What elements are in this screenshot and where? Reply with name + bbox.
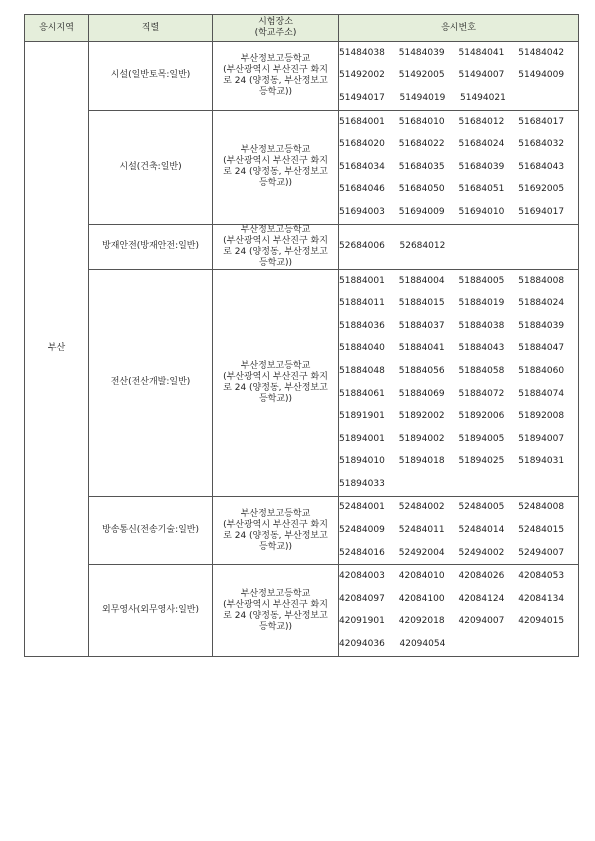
venue-line: (부산광역시 부산진구 화지: [223, 371, 328, 382]
venue-line: (부산광역시 부산진구 화지: [223, 64, 328, 75]
venue-line: 로 24 (양정동, 부산정보고: [223, 246, 328, 257]
number-row: [339, 111, 578, 134]
numbers-cell: [339, 565, 579, 656]
exam-number: 51684010: [398, 116, 445, 127]
exam-number: 42084010: [398, 571, 445, 582]
exam-number: 42091901: [339, 616, 385, 627]
table-row: [25, 110, 579, 224]
venue-line: 부산정보고등학교: [240, 360, 311, 371]
number-row: [339, 383, 578, 406]
header-venue: [213, 15, 339, 42]
exam-number: 42094007: [458, 616, 505, 627]
number-row: [339, 405, 578, 428]
numbers-cell: [339, 110, 579, 224]
numbers-cell: [339, 224, 579, 269]
header-numbers: 응시번호: [339, 15, 579, 42]
exam-number: 51892002: [398, 411, 445, 422]
exam-number: 42084124: [458, 593, 505, 604]
exam-number: 51684001: [339, 116, 385, 127]
venue-cell: [213, 224, 339, 269]
number-row: [339, 87, 578, 110]
exam-number: 51484038: [339, 47, 385, 58]
exam-number: 52684012: [399, 241, 446, 252]
exam-number: 52484009: [339, 525, 385, 536]
exam-number: 51884069: [398, 388, 445, 399]
number-row: [339, 451, 578, 474]
exam-number: 51884043: [458, 343, 505, 354]
exam-number: 52492004: [398, 547, 445, 558]
exam-number: 52484002: [398, 502, 445, 513]
header-venue-line1: 시험장소: [258, 17, 293, 27]
exam-number: 51684046: [339, 184, 385, 195]
venue-cell: [213, 110, 339, 224]
number-row: [339, 338, 578, 361]
exam-number: 51894018: [398, 456, 445, 467]
exam-number: 51884038: [458, 320, 505, 331]
exam-number: 51684043: [518, 161, 565, 172]
venue-line: 부산정보고등학교: [240, 53, 311, 64]
position-cell: 시설(건축:일반): [89, 110, 213, 224]
exam-number: 42084053: [518, 571, 565, 582]
table-row: [25, 42, 579, 111]
number-row: [339, 519, 578, 542]
exam-number: 51684051: [458, 184, 505, 195]
exam-number: 51684050: [398, 184, 445, 195]
exam-number: 52684006: [339, 241, 385, 252]
exam-number: 52484005: [458, 502, 505, 513]
exam-number: 51894007: [518, 433, 565, 444]
exam-number: 52484015: [518, 525, 565, 536]
exam-number: 51494021: [460, 92, 506, 103]
exam-number: 52484011: [398, 525, 445, 536]
venue-line: 로 24 (양정동, 부산정보고: [223, 167, 328, 178]
header-row: [25, 15, 579, 42]
exam-number: 51694009: [398, 206, 445, 217]
exam-number: 52494007: [518, 547, 565, 558]
exam-number: 42084097: [339, 593, 385, 604]
number-row: [339, 315, 578, 338]
number-row: [339, 611, 578, 634]
venue-line: 로 24 (양정동, 부산정보고: [223, 382, 328, 393]
number-row: [339, 201, 578, 224]
venue-line: 부산정보고등학교: [240, 508, 311, 519]
table-row: [25, 496, 579, 565]
venue-line: 등학교)): [258, 541, 293, 552]
numbers-cell: [339, 269, 579, 496]
exam-number: 51694010: [458, 206, 505, 217]
exam-number: 51492005: [398, 70, 445, 81]
exam-number: 51884001: [339, 275, 385, 286]
header-venue-line2: (학교주소): [254, 28, 297, 38]
numbers-cell: [339, 42, 579, 111]
exam-number: 51884047: [518, 343, 565, 354]
exam-number: 51884048: [339, 365, 385, 376]
exam-number-table: [24, 14, 579, 657]
exam-number: 42094054: [399, 639, 446, 650]
exam-number: 51494017: [339, 92, 385, 103]
number-row: [339, 473, 578, 496]
exam-number: 51684012: [458, 116, 505, 127]
exam-number: 51684017: [518, 116, 565, 127]
exam-number: 42084026: [458, 571, 505, 582]
exam-number: 51884004: [398, 275, 445, 286]
region-cell: 부산: [25, 42, 89, 657]
number-row: [339, 270, 578, 293]
exam-number: 51484041: [458, 47, 505, 58]
exam-number: 51492002: [339, 70, 385, 81]
table-row: [25, 565, 579, 656]
exam-number: 51684039: [458, 161, 505, 172]
venue-line: (부산광역시 부산진구 화지: [223, 599, 328, 610]
exam-number: 52484001: [339, 502, 385, 513]
exam-number: 51892006: [458, 411, 505, 422]
exam-number: 51884074: [518, 388, 565, 399]
exam-number: 51884024: [518, 298, 565, 309]
exam-number: 52484008: [518, 502, 565, 513]
exam-number: 42084003: [339, 571, 385, 582]
number-row: [339, 565, 578, 588]
venue-line: 등학교)): [258, 178, 293, 189]
exam-number: 52484016: [339, 547, 385, 558]
table-row: [25, 224, 579, 269]
exam-number: 51894031: [518, 456, 565, 467]
number-row: [339, 133, 578, 156]
exam-number: 42084100: [398, 593, 445, 604]
venue-line: 등학교)): [258, 393, 293, 404]
venue-cell: [213, 565, 339, 656]
exam-number: 51884005: [458, 275, 505, 286]
venue-line: (부산광역시 부산진구 화지: [223, 519, 328, 530]
exam-number: 51884015: [398, 298, 445, 309]
venue-line: 등학교)): [258, 257, 293, 268]
exam-number: 51892008: [518, 411, 565, 422]
exam-number: 42094015: [518, 616, 565, 627]
exam-number: 51894010: [339, 456, 385, 467]
number-row: [339, 360, 578, 383]
exam-number: 51884019: [458, 298, 505, 309]
exam-number: 51494009: [518, 70, 565, 81]
exam-number: 51884011: [339, 298, 385, 309]
venue-cell: [213, 269, 339, 496]
venue-line: 등학교)): [258, 86, 293, 97]
exam-number: 51884060: [518, 365, 565, 376]
numbers-cell: [339, 496, 579, 565]
venue-line: 등학교)): [258, 621, 293, 632]
venue-line: 로 24 (양정동, 부산정보고: [223, 75, 328, 86]
venue-line: 부산정보고등학교: [240, 145, 311, 156]
exam-number: 51891901: [339, 411, 385, 422]
exam-number: 51494007: [458, 70, 505, 81]
venue-line: 부산정보고등학교: [240, 588, 311, 599]
exam-number: 51884061: [339, 388, 385, 399]
number-row: [339, 633, 578, 656]
venue-line: (부산광역시 부산진구 화지: [223, 235, 328, 246]
exam-number: 51884008: [518, 275, 565, 286]
exam-number: 51684020: [339, 139, 385, 150]
position-cell: 외무영사(외무영사:일반): [89, 565, 213, 656]
exam-number: 51894005: [458, 433, 505, 444]
number-row: [339, 292, 578, 315]
venue-line: (부산광역시 부산진구 화지: [223, 156, 328, 167]
exam-number: 51884072: [458, 388, 505, 399]
number-row: [339, 542, 578, 565]
exam-number: 51884056: [398, 365, 445, 376]
exam-number: 51884036: [339, 320, 385, 331]
exam-number: 51484039: [398, 47, 445, 58]
exam-number: 51694003: [339, 206, 385, 217]
exam-number: 51894033: [339, 478, 385, 489]
venue-cell: [213, 42, 339, 111]
exam-number: 51884041: [398, 343, 445, 354]
number-row: [339, 179, 578, 202]
position-cell: 전산(전산개발:일반): [89, 269, 213, 496]
exam-number: 51884039: [518, 320, 565, 331]
number-row: [339, 65, 578, 88]
exam-number: 51684022: [398, 139, 445, 150]
position-cell: 시설(일반토목:일반): [89, 42, 213, 111]
exam-number: 51684032: [518, 139, 565, 150]
exam-number: 51894002: [398, 433, 445, 444]
exam-number: 51884040: [339, 343, 385, 354]
venue-line: 로 24 (양정동, 부산정보고: [223, 610, 328, 621]
venue-line: 부산정보고등학교: [240, 224, 311, 235]
exam-number: 42094036: [339, 639, 385, 650]
exam-number: 42084134: [518, 593, 565, 604]
exam-number: 51692005: [518, 184, 565, 195]
exam-number: 51894001: [339, 433, 385, 444]
exam-number: 51884058: [458, 365, 505, 376]
venue-cell: [213, 496, 339, 565]
exam-number: 51894025: [458, 456, 505, 467]
exam-number: 51484042: [518, 47, 565, 58]
exam-number: 51684034: [339, 161, 385, 172]
table-row: [25, 269, 579, 496]
header-region: 응시지역: [25, 15, 89, 42]
table-body: [25, 42, 579, 657]
exam-number: 51494019: [399, 92, 446, 103]
exam-number: 51684035: [398, 161, 445, 172]
exam-number: 42092018: [398, 616, 445, 627]
exam-number: 51884037: [398, 320, 445, 331]
position-cell: 방송통신(전송기술:일반): [89, 496, 213, 565]
number-row: [339, 235, 578, 258]
exam-number: 52494002: [458, 547, 505, 558]
number-row: [339, 588, 578, 611]
exam-number: 51694017: [518, 206, 565, 217]
number-row: [339, 497, 578, 520]
number-row: [339, 42, 578, 65]
exam-number: 52484014: [458, 525, 505, 536]
header-position: 직렬: [89, 15, 213, 42]
position-cell: 방재안전(방재안전:일반): [89, 224, 213, 269]
venue-line: 로 24 (양정동, 부산정보고: [223, 530, 328, 541]
number-row: [339, 428, 578, 451]
number-row: [339, 156, 578, 179]
exam-number: 51684024: [458, 139, 505, 150]
